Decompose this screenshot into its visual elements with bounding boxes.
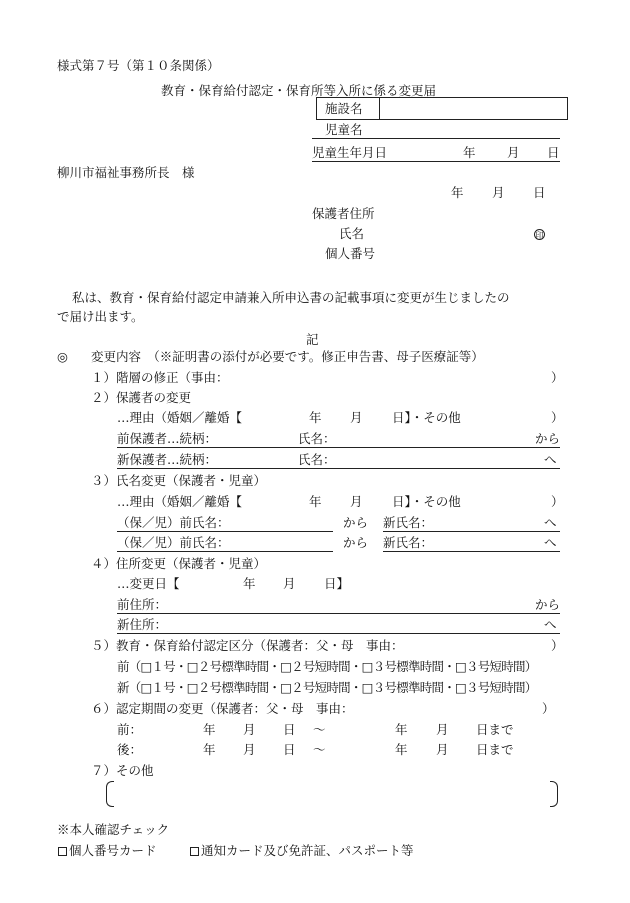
date-year: 年	[451, 185, 464, 200]
id-check-box-1[interactable]	[58, 847, 67, 856]
s7-bracket-left	[106, 781, 114, 807]
heading-text: 変更内容 （※証明書の添付が必要です。修正申告書、母子医療証等）	[91, 349, 484, 364]
s3-row1-new: 新氏名：	[383, 515, 434, 530]
s2-new-line[interactable]	[117, 468, 560, 469]
s6-before-from-month: 月	[243, 722, 256, 737]
s4-title: ４）住所変更（保護者・児童）	[91, 556, 267, 571]
child-dob-year: 年	[463, 145, 476, 160]
s3-row2-new-line[interactable]	[383, 551, 560, 552]
s1-title: １）階層の修正（事由：	[91, 370, 229, 385]
s6-before-from-day: 日	[283, 722, 296, 737]
s2-day: 日】・その他	[392, 410, 461, 425]
date-month: 月	[492, 185, 505, 200]
s6-before-label: 前：	[117, 722, 143, 737]
s3-reason: …理由（婚姻／離婚【	[117, 494, 243, 509]
s7-title: ７）その他	[91, 763, 154, 778]
s3-row1-prev: （保／児）前氏名：	[117, 515, 230, 530]
s6-after-to-year: 年	[395, 742, 408, 757]
child-dob-line[interactable]	[312, 161, 560, 162]
facility-box-divider	[379, 97, 380, 120]
id-check-opt2: 通知カード及び免許証、パスポート等	[201, 843, 414, 858]
s6-close: ）	[542, 701, 555, 716]
child-dob-label: 児童生年月日	[312, 145, 388, 160]
s2-from: から	[535, 431, 561, 446]
s6-after-from-month: 月	[243, 742, 256, 757]
s2-new-label: 新保護者…続柄：	[117, 452, 218, 467]
child-dob-month: 月	[507, 145, 520, 160]
s3-row1-from: から	[343, 515, 369, 530]
facility-input[interactable]	[381, 99, 565, 118]
s2-reason: …理由（婚姻／離婚【	[117, 410, 243, 425]
s6-after-from-day: 日	[283, 742, 296, 757]
s3-row1-prev-line[interactable]	[117, 531, 333, 532]
my-number-label: 個人番号	[325, 246, 376, 261]
s3-row2-to: へ	[544, 535, 557, 550]
addressee: 柳川市福祉事務所長 様	[57, 165, 195, 180]
s2-title: ２）保護者の変更	[91, 390, 192, 405]
s6-before-until: 日まで	[476, 722, 514, 737]
s3-row1-to: へ	[544, 515, 557, 530]
id-check-title: ※本人確認チェック	[57, 822, 170, 837]
s6-after-tilde: ～	[313, 742, 326, 757]
s5-title: ５）教育・保育給付認定区分（保護者：父・母 事由：	[91, 638, 404, 653]
s3-month: 月	[350, 494, 363, 509]
s2-new-name-label: 氏名：	[298, 452, 336, 467]
s6-title: ６）認定期間の変更（保護者：父・母 事由：	[91, 701, 354, 716]
s3-day: 日】・その他	[392, 494, 461, 509]
s6-after-until: 日まで	[476, 742, 514, 757]
s3-row2-from: から	[343, 535, 369, 550]
s3-year: 年	[309, 494, 322, 509]
s4-month: 月	[283, 576, 296, 591]
s2-prev-line[interactable]	[117, 447, 560, 448]
s4-date-label: …変更日【	[117, 576, 180, 591]
s4-new-label: 新住所：	[117, 617, 168, 632]
s5-close: ）	[551, 638, 564, 653]
child-dob-day: 日	[547, 145, 560, 160]
ki-label: 記	[306, 332, 319, 347]
form-title: 教育・保育給付認定・保育所等入所に係る変更届	[161, 83, 437, 98]
s3-row2-prev-line[interactable]	[117, 551, 333, 552]
s6-before-to-year: 年	[395, 722, 408, 737]
guardian-address-label: 保護者住所	[312, 206, 375, 221]
s2-prev-name-label: 氏名：	[298, 431, 336, 446]
statement-line2: で届け出ます。	[57, 309, 144, 324]
s6-after-to-month: 月	[436, 742, 449, 757]
s4-from: から	[535, 597, 561, 612]
heading-mark: ◎	[57, 349, 68, 364]
s4-day: 日】	[324, 576, 350, 591]
s2-prev-label: 前保護者…続柄：	[117, 431, 218, 446]
s4-prev-label: 前住所：	[117, 597, 168, 612]
s1-reason-input[interactable]	[250, 370, 546, 386]
s4-new-line[interactable]	[117, 633, 560, 634]
seal-icon: 印	[535, 231, 544, 240]
s2-month: 月	[350, 410, 363, 425]
s6-before-from-year: 年	[203, 722, 216, 737]
form-number: 様式第７号（第１０条関係）	[57, 58, 220, 73]
s6-before-to-month: 月	[436, 722, 449, 737]
s7-other-input[interactable]	[116, 783, 546, 805]
id-check-opt1: 個人番号カード	[69, 843, 157, 858]
facility-label: 施設名	[325, 101, 363, 116]
s6-after-label: 後：	[117, 742, 143, 757]
s3-close: ）	[551, 494, 564, 509]
statement-line1: 私は、教育・保育給付認定申請兼入所申込書の記載事項に変更が生じましたの	[72, 290, 510, 305]
s1-close: ）	[551, 370, 564, 385]
s5-prev: 前（□１号・□２号標準時間・□２号短時間・□３号標準時間・□３号短時間）	[117, 659, 537, 674]
s3-title: ３）氏名変更（保護者・児童）	[91, 473, 267, 488]
date-day: 日	[533, 185, 546, 200]
child-name-label: 児童名	[325, 122, 363, 137]
s4-prev-line[interactable]	[117, 613, 560, 614]
s4-year: 年	[243, 576, 256, 591]
s6-after-from-year: 年	[203, 742, 216, 757]
s2-to: へ	[544, 452, 557, 467]
s7-bracket-right	[550, 781, 558, 807]
guardian-name-label: 氏名	[339, 226, 365, 241]
s6-before-tilde: ～	[313, 722, 326, 737]
s3-row2-new: 新氏名：	[383, 535, 434, 550]
s2-close: ）	[551, 410, 564, 425]
s5-new: 新（□１号・□２号標準時間・□２号短時間・□３号標準時間・□３号短時間）	[117, 680, 537, 695]
s3-row2-prev: （保／児）前氏名：	[117, 535, 230, 550]
id-check-box-2[interactable]	[190, 847, 199, 856]
child-name-line[interactable]	[312, 138, 560, 139]
s3-row1-new-line[interactable]	[383, 531, 560, 532]
s2-year: 年	[309, 410, 322, 425]
s4-to: へ	[544, 617, 557, 632]
